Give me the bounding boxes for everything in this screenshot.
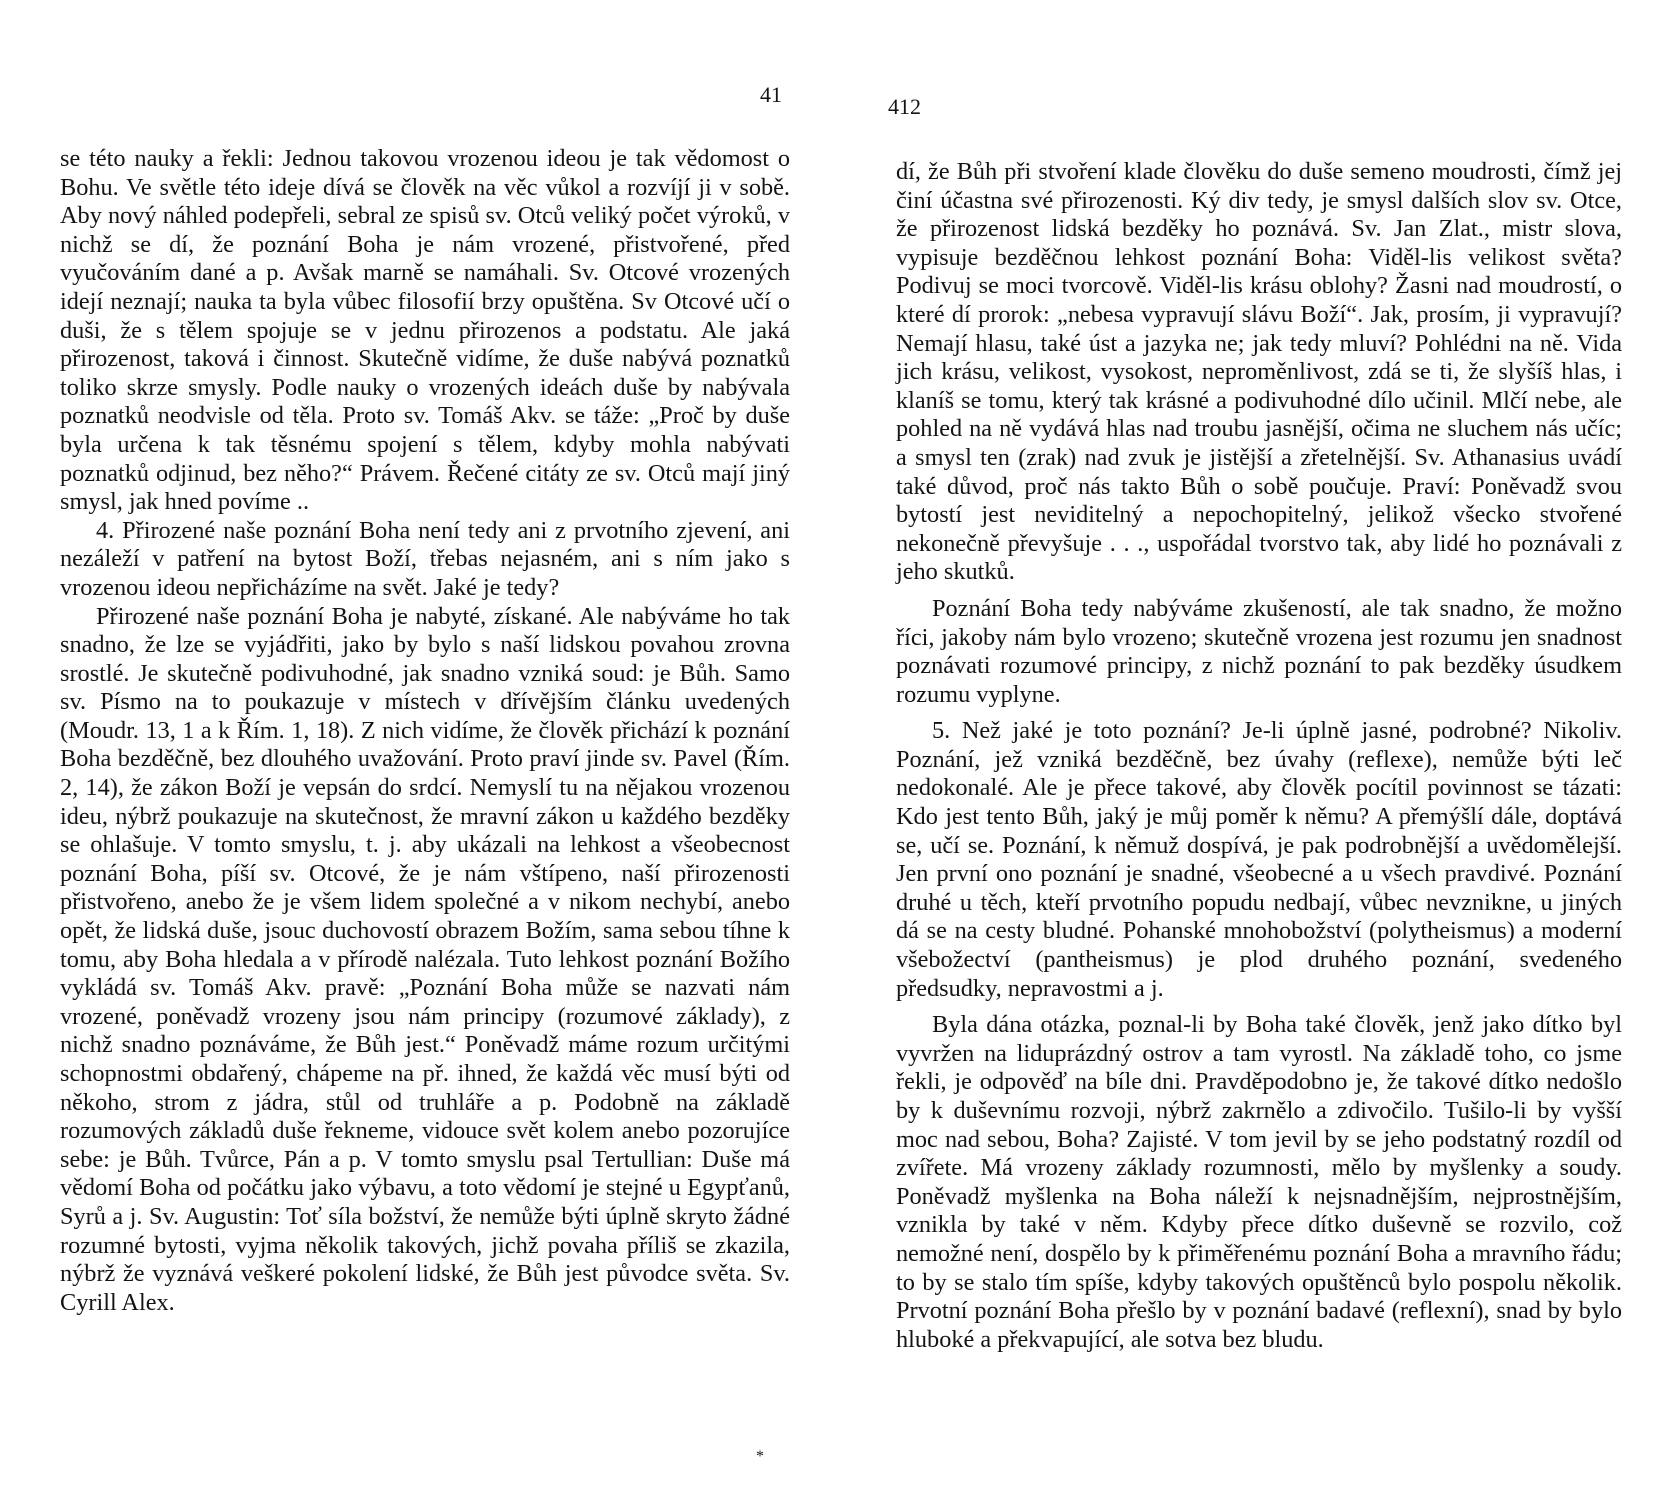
page-number: 412 bbox=[888, 94, 921, 119]
paragraph: 4. Přirozené naše poznání Boha není tedy ani z prvotního zjevení, ani nezáleží v patření na bytost Boží, třebas nejasném, ani s ním jako s vrozenou ideou nepřicházíme na svět. Jaké je tedy? bbox=[60, 516, 790, 601]
text-column bbox=[896, 158, 1622, 1354]
text-column bbox=[60, 145, 790, 1317]
paragraph: Přirozené naše poznání Boha je nabyté, získané. Ale nabýváme ho tak snadno, že lze se vyjádřiti, jako by bylo s naší lidskou povahou zrovna srostlé. Je skutečně podivuhodné, jak snadno vzniká soud: je Bůh. Samo sv. Písmo na to poukazuje v místech v dřívějším článku uvedených (Moudr. 13, 1 a k Řím. 1, 18). Z nich vidíme, že člověk přichází k poznání Boha bezděčně, bez dlouhého uvažování. Proto praví jinde sv. Pavel (Řím. 2, 14), že zákon Boží je vepsán do srdcí. Nemyslí tu na nějakou vrozenou ideu, nýbrž poukazuje na skutečnost, že mravní zákon u každého bezděky se ohlašuje. V tomto smyslu, t. j. aby ukázali na lehkost a všeobecnost poznání Boha, píší sv. Otcové, že je nám vštípeno, naší přirozenosti přistvořeno, anebo že je všem lidem společné a v nikom nechybí, anebo opět, že lidská duše, jsouc duchovostí obrazem Božím, sama sebou tíhne k tomu, aby Boha hledala a v přírodě nalézala. Tuto lehkost poznání Božího vykládá sv. Tomáš Akv. pravě: „Poznání Boha může se nazvati nám vrozené, poněvadž vrozeny jsou nám principy (rozumové základy), z nichž snadno poznáváme, že Bůh jest.“ Poněvadž máme rozum určitými schopnostmi obdařený, chápeme na př. ihned, že každá věc musí býti od někoho, strom z jádra, stůl od truhláře a p. Podobně na základě rozumových základů duše řekneme, vidouce svět kolem anebo pozorujíce sebe: je Bůh. Tvůrce, Pán a p. V tomto smyslu psal Tertullian: Duše má vědomí Boha od počátku jako výbavu, a toto vědomí je stejné u Egypťanů, Syrů a j. Sv. Augustin: Toť síla božství, že nemůže býti úplně skryto žádné rozumné bytosti, vyjma několik takových, jichž povaha příliš se zkazila, nýbrž že vyznává veškeré pokolení lidské, že Bůh jest původce světa. Sv. Cyrill Alex. bbox=[60, 602, 790, 1316]
paragraph: Poznání Boha tedy nabýváme zkušeností, ale tak snadno, že možno říci, jakoby nám bylo vrozeno; skutečně vrozena jest rozumu jen snadnost poznávati rozumové principy, z nichž poznání to pak bezděky úsudkem rozumu vyplyne. bbox=[896, 594, 1622, 708]
paragraph: 5. Než jaké je toto poznání? Je-li úplně jasné, podrobné? Nikoliv. Poznání, jež vzniká bezděčně, bez úvahy (reflexe), nemůže býti leč nedokonalé. Ale je přece takové, aby člověk pocítil povinnost se tázati: Kdo jest tento Bůh, jaký je můj poměr k němu? A přemýšlí dále, doptává se, učí se. Poznání, k němuž dospívá, je pak podrobnější a uvědomělejší. Jen první ono poznání je snadné, všeobecné a u všech pravdivé. Poznání druhé u těch, kteří prvotního popudu nedbají, vůbec nevznikne, u jiných dá se na cesty bludné. Pohanské mnohobožství (polytheismus) a moderní všebožectví (pantheismus) je plod druhého poznání, svedeného předsudky, nepravostmi a j. bbox=[896, 717, 1622, 1002]
page-number: 41 bbox=[760, 82, 782, 107]
right-page bbox=[836, 0, 1672, 1500]
paragraph: dí, že Bůh při stvoření klade člověku do duše semeno moudrosti, čímž jej činí účastna své přirozenosti. Ký div tedy, je smysl dalších slov sv. Otce, že přirozenost lidská bezděky ho poznává. Sv. Jan Zlat., mistr slova, vypisuje bezděčnou lehkost poznání Boha: Viděl-lis velikost světa? Podivuj se moci tvorcově. Viděl-lis krásu oblohy? Žasni nad moudrostí, o které dí prorok: „nebesa vypravují slávu Boží“. Jak, prosím, ji vypravují? Nemají hlasu, také úst a jazyka ne; jak tedy mluví? Pohlédni na ně. Vida jich krásu, velikost, vysokost, neproměnlivost, zdá se ti, že slyšíš hlas, i klaníš se tomu, který tak krásné a podivuhodné dílo učinil. Mlčí nebe, ale pohled na ně vydává hlas nad troubu jasnější, očima ne sluchem nás učíc; a smysl ten (zrak) nad zvuk je jistější a zřetelnější. Sv. Athanasius uvádí také důvod, proč nás takto Bůh o sobě poučuje. Praví: Poněvadž svou bytostí jest neviditelný a nepochopitelný, jelikož všecko stvořené nekonečně převyšuje . . ., uspořádal tvorstvo tak, aby lidé ho poznávali z jeho skutků. bbox=[896, 158, 1622, 586]
paragraph: Byla dána otázka, poznal-li by Boha také člověk, jenž jako dítko byl vyvržen na liduprázdný ostrov a tam vyrostl. Na základě toho, co jsme řekli, je odpověď na bíle dni. Pravděpodobno je, že takové dítko nedošlo by k duševnímu rozvoji, nýbrž zakrnělo a zdivočilo. Tušilo-li by vyšší moc nad sebou, Boha? Zajisté. V tom jevil by se jeho podstatný rozdíl od zvířete. Má vrozeny základy rozumnosti, mělo by myšlenky a soudy. Poněvadž myšlenka na Boha náleží k nejsnadnějším, nejprostnějším, vznikla by také v něm. Kdyby přece dítko duševně se rozvilo, což nemožné není, dospělo by k přiměřenému poznání Boha a mravního řádu; to by se stalo tím spíše, kdyby takových opuštěnců bylo pospolu několik. Prvotní poznání Boha přešlo by v poznání badavé (reflexní), snad by bylo hluboké a překvapující, ale sotva bez bludu. bbox=[896, 1011, 1622, 1353]
footnote-mark: * bbox=[756, 1448, 764, 1465]
paragraph: se této nauky a řekli: Jednou takovou vrozenou ideou je tak vědomost o Bohu. Ve světle této ideje dívá se člověk na věc vůkol a rozvíjí ji v sobě. Aby nový náhled podepřeli, sebral ze spisů sv. Otců veliký počet výroků, v nichž se dí, že poznání Boha je nám vrozené, přistvořené, před vyučováním dané a p. Avšak marně se namáhali. Sv. Otcové vrozených idejí neznají; nauka ta byla vůbec filosofií brzy opuštěna. Sv Otcové učí o duši, že s tělem spojuje se v jednu přirozenos a podstatu. Ale jaká přirozenost, taková i činnost. Skutečně vidíme, že duše nabývá poznatků toliko skrze smysly. Podle nauky o vrozených ideách duše by nabývala poznatků neodvisle od těla. Proto sv. Tomáš Akv. se táže: „Proč by duše byla určena k tak těsnému spojení s tělem, kdyby mohla nabývati poznatků odjinud, bez něho?“ Právem. Řečené citáty ze sv. Otců mají jiný smysl, jak hned povíme .. bbox=[60, 145, 790, 516]
